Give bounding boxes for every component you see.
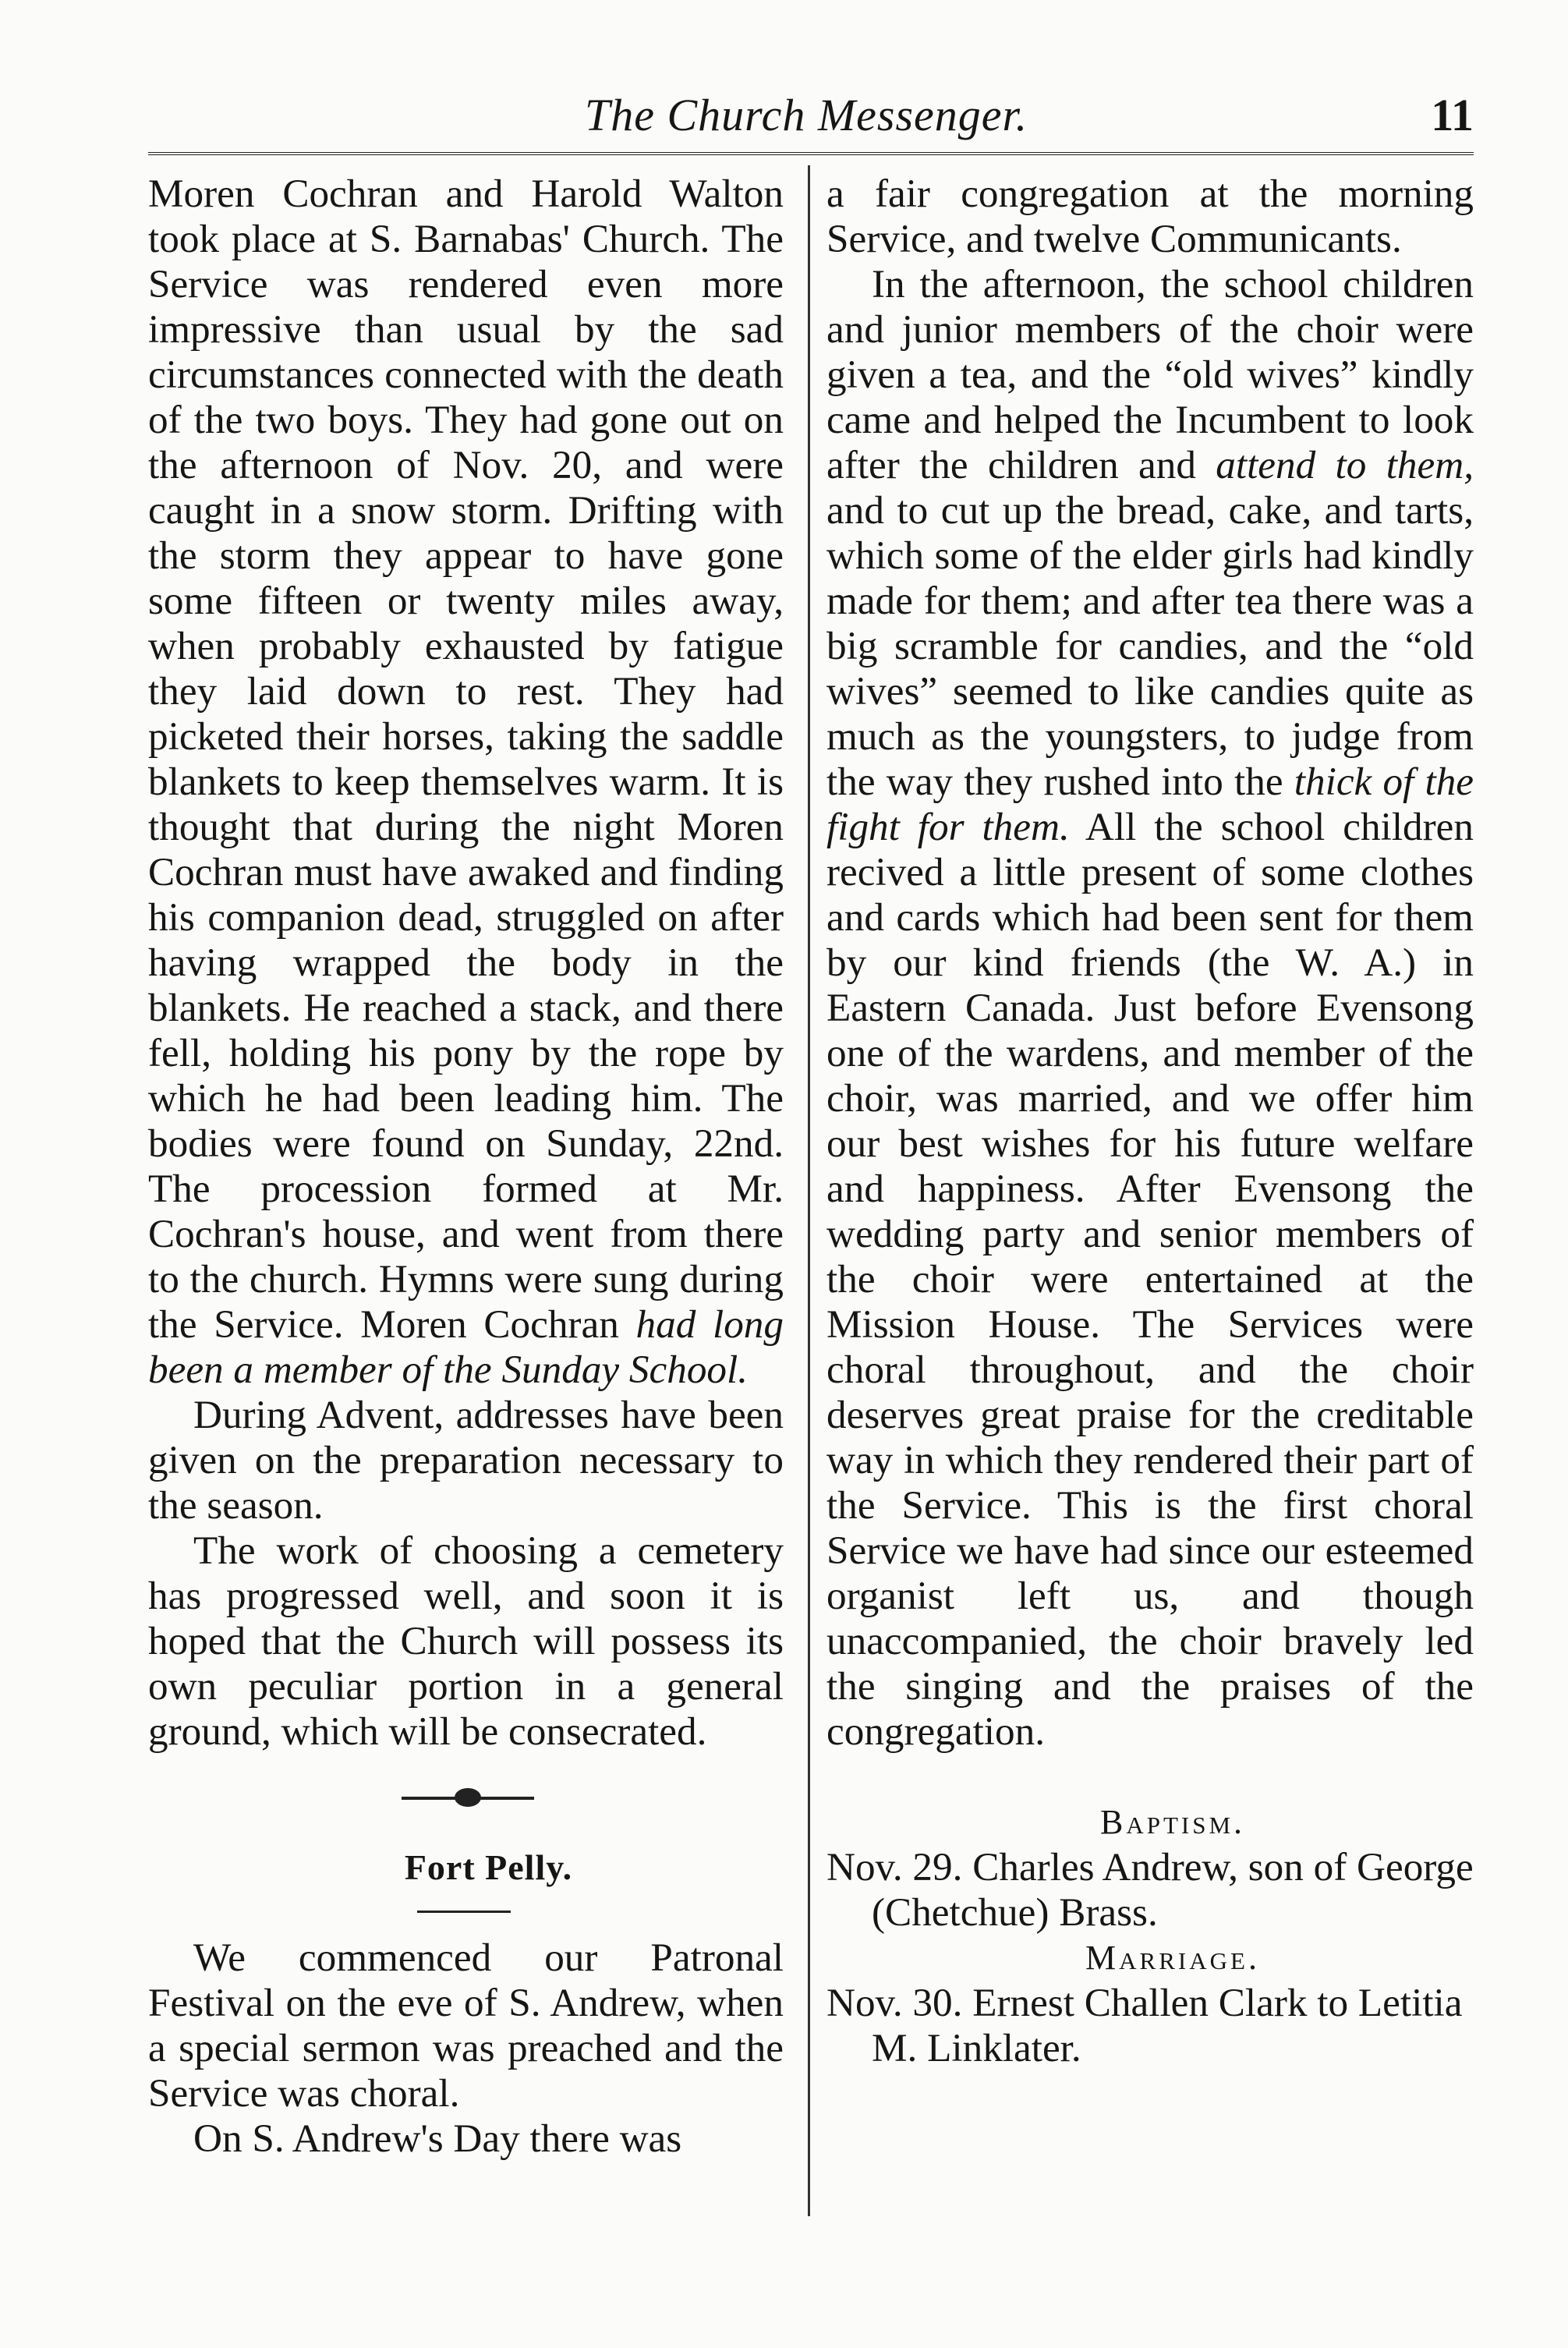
- header-rule: [148, 152, 1474, 155]
- baptism-heading: Baptism.: [1099, 1803, 1246, 1841]
- left-column: [148, 172, 784, 2162]
- right-paragraph-2-italic-2: thick of the fight for them.: [826, 760, 1474, 849]
- spacer: [826, 1755, 1474, 1800]
- left-paragraph-2: During Advent, addresses have been given on the preparation necessary to the season.: [148, 1393, 784, 1528]
- marriage-heading: Marriage.: [1085, 1939, 1260, 1977]
- left-paragraph-1-text: Moren Cochran and Harold Walton took place at S. Barnabas' Church. The Service was rendered even more impressive than usual by the sad circumstances connected with the death of the two boys. They had gone out on the afternoon of Nov. 20, and were caught in a snow storm. Drifting with the storm they appear to have gone some fifteen or twenty miles away, when probably exhausted by fatigue they laid down to rest. They had picketed their horses, taking the saddle blankets to keep themselves warm. It is thought that during the night Moren Cochran must have awaked and finding his companion dead, struggled on after having wrapped the body in the blankets. He reached a stack, and there fell, holding his pony by the rope by which he had been leading him. The bodies were found on Sunday, 22nd. The procession formed at Mr. Cochran's house, and went from there to the church. Hymns were sung during the Service. Moren Cochran: [148, 172, 784, 1347]
- right-paragraph-2-text-b: and to cut up the bread, cake, and tarts, which some of the elder girls had kindly made for them; and after tea there was a big scramble for candies, and the “old wives” seemed to like candies quite as much as the youngsters, to judge from the way they rushed into the: [826, 488, 1474, 804]
- right-paragraph-2-text-a: In the afternoon, the school children and junior members of the choir were given a tea, and the “old wives” kindly came and helped the Incumbent to look after the children and: [826, 262, 1474, 487]
- heading-rule: [148, 1890, 784, 1935]
- section-ornament: [148, 1755, 784, 1845]
- left-paragraph-1: [148, 172, 784, 1393]
- left-paragraph-4: We commenced our Patronal Festival on the eve of S. Andrew, when a special sermon was preached and the Service was choral.: [148, 1935, 784, 2116]
- left-paragraph-1-italic: had long been a member of the Sunday School.: [148, 1302, 784, 1392]
- left-paragraph-5: On S. Andrew's Day there was: [193, 2116, 682, 2161]
- right-paragraph-2-text-c: All the school children recived a little present of some clothes and cards which had been sent for them by our kind friends (the W. A.) in Eastern Canada. Just before Evensong one of the wardens, and member of the choir, was married, and we offer him our best wishes for his future welfare and happiness. After Evensong the wedding party and senior members of the choir were entertained at the Mission House. The Services were choral throughout, and the choir deserves great praise for the creditable way in which they rendered their part of the Service. This is the first choral Service we have had since our esteemed organist left us, and though unaccompanied, the choir bravely led the singing and the praises of the congregation.: [826, 805, 1474, 1754]
- right-paragraph-2: [826, 262, 1474, 1755]
- right-paragraph-2-italic-1: attend to them,: [1216, 443, 1474, 487]
- section-heading-fort-pelly: Fort Pelly.: [404, 1847, 573, 1887]
- running-head: [148, 84, 1474, 147]
- marriage-entry: Nov. 30. Ernest Challen Clark to Letitia M. Linklater.: [826, 1981, 1463, 2070]
- right-paragraph-1: a fair congregation at the morning Service, and twelve Communicants.: [826, 172, 1474, 261]
- column-divider: [808, 165, 810, 2216]
- running-title: The Church Messenger.: [585, 90, 1028, 140]
- ornament-diamond: [455, 1788, 481, 1807]
- baptism-entry: Nov. 29. Charles Andrew, son of George (Chetchue) Brass.: [826, 1845, 1474, 1935]
- left-paragraph-3: The work of choosing a cemetery has progressed well, and soon it is hoped that the Church will possess its own peculiar portion in a general ground, which will be consecrated.: [148, 1528, 784, 1754]
- page-number: 11: [1431, 90, 1474, 140]
- heading-rule-bar: [417, 1911, 511, 1913]
- right-column: [826, 172, 1474, 2071]
